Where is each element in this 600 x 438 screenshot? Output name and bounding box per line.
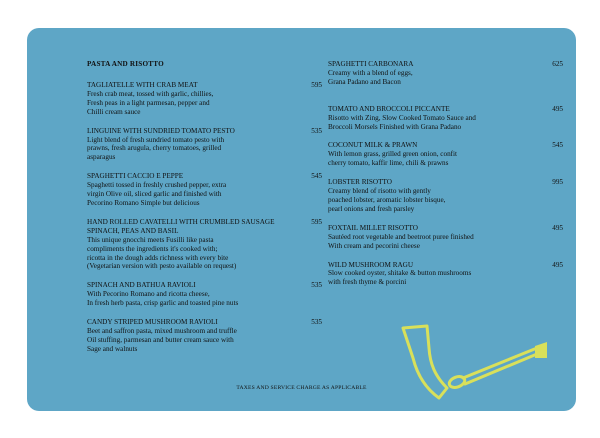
item-name: HAND ROLLED CAVATELLI WITH CRUMBLED SAUSAGE SPINACH, PEAS AND BASIL: [87, 217, 275, 235]
footer-note: TAXES AND SERVICE CHARGE AS APPLICABLE: [236, 385, 367, 391]
item-price: 545: [552, 141, 563, 150]
item-description: With Pecorino Romano and ricotta cheese, In fresh herb pasta, crisp garlic and toasted pine nuts: [87, 290, 239, 308]
item-name: TOMATO AND BROCCOLI PICCANTE: [328, 104, 450, 113]
item-name: SPINACH AND BATHUA RAVIOLI: [87, 281, 196, 290]
item-price: 535: [311, 318, 322, 327]
item-name: CANDY STRIPED MUSHROOM RAVIOLI: [87, 318, 218, 327]
menu-item-carbonara: [328, 60, 563, 87]
item-description: Sautéed root vegetable and beetroot puree finished With cream and pecorini cheese: [328, 232, 474, 250]
item-price: 545: [311, 172, 322, 181]
item-price: 495: [552, 260, 563, 269]
item-description: Creamy with a blend of eggs, Grana Padano and Bacon: [328, 68, 413, 86]
menu-item-lobster-risotto: [328, 178, 563, 214]
item-name: SPAGHETTI CACCIO E PEPPE: [87, 172, 184, 181]
item-price: 495: [552, 104, 563, 113]
item-name: LINGUINE WITH SUNDRIED TOMATO PESTO: [87, 126, 235, 135]
menu-item-spaghetti-caccio: [87, 172, 322, 208]
item-description: Fresh crab meat, tossed with garlic, chillies, Fresh peas in a light parmesan, pepper and Chilli cream sauce: [87, 89, 214, 116]
item-name: LOBSTER RISOTTO: [328, 178, 392, 187]
item-price: 495: [552, 223, 563, 232]
item-price: 535: [311, 126, 322, 135]
item-name: COCONUT MILK & PRAWN: [328, 141, 418, 150]
menu-item-linguine: [87, 127, 322, 163]
left-column: [87, 60, 322, 364]
item-name: SPAGHETTI CARBONARA: [328, 60, 414, 68]
item-description: Risotto with Zing, Slow Cooked Tomato Sauce and Broccoli Morsels Finished with Grana Padano: [328, 113, 476, 131]
menu-card: [27, 28, 576, 411]
menu-item-cavatelli: [87, 218, 322, 271]
item-description: With lemon grass, grilled green onion, confit cherry tomato, kaffir lime, chili & prawns: [328, 150, 458, 168]
item-name: TAGLIATELLE WITH CRAB MEAT: [87, 81, 198, 89]
menu-item-spinach-ravioli: [87, 281, 322, 308]
menu-item-foxtail-millet: [328, 224, 563, 251]
item-description: Light blend of fresh sundried tomato pesto with prawns, fresh arugula, cherry tomatoes, grilled asparagus: [87, 135, 225, 162]
item-price: 625: [552, 60, 563, 68]
item-price: 535: [311, 281, 322, 290]
menu-item-tomato-broccoli: [328, 105, 563, 132]
right-column: [328, 60, 563, 297]
section-title: PASTA AND RISOTTO: [87, 60, 164, 68]
spatula-icon: [387, 318, 547, 408]
menu-item-coconut-prawn: [328, 141, 563, 168]
item-price: 595: [311, 217, 322, 226]
item-description: Spaghetti tossed in freshly crushed pepper, extra virgin Olive oil, sliced garlic and finished with Pecorino Romano Simple but delicious: [87, 181, 227, 207]
menu-item-mushroom-ragu: [328, 261, 563, 288]
menu-item-tagliatelle: [87, 81, 322, 117]
menu-item-mushroom-ravioli: [87, 318, 322, 354]
item-name: FOXTAIL MILLET RISOTTO: [328, 223, 418, 232]
item-description: Slow cooked oyster, shitake & button mushrooms with fresh thyme & porcini: [328, 269, 472, 287]
item-description: Creamy blend of risotto with gently poached lobster, aromatic lobster bisque, pearl onions and fresh parsley: [328, 187, 446, 213]
item-name: WILD MUSHROOM RAGU: [328, 260, 414, 269]
item-price: 595: [311, 81, 322, 89]
item-price: 995: [552, 178, 563, 187]
item-description: This unique gnocchi meets Fusilli like pasta compliments the ingredients it's cooked with; ricotta in the dough adds richness with every bite (Vegetarian version with pesto available on request): [87, 235, 237, 271]
item-description: Beet and saffron pasta, mixed mushroom and truffle Oil stuffing, parmesan and butter cream sauce with Sage and walnuts: [87, 326, 237, 353]
